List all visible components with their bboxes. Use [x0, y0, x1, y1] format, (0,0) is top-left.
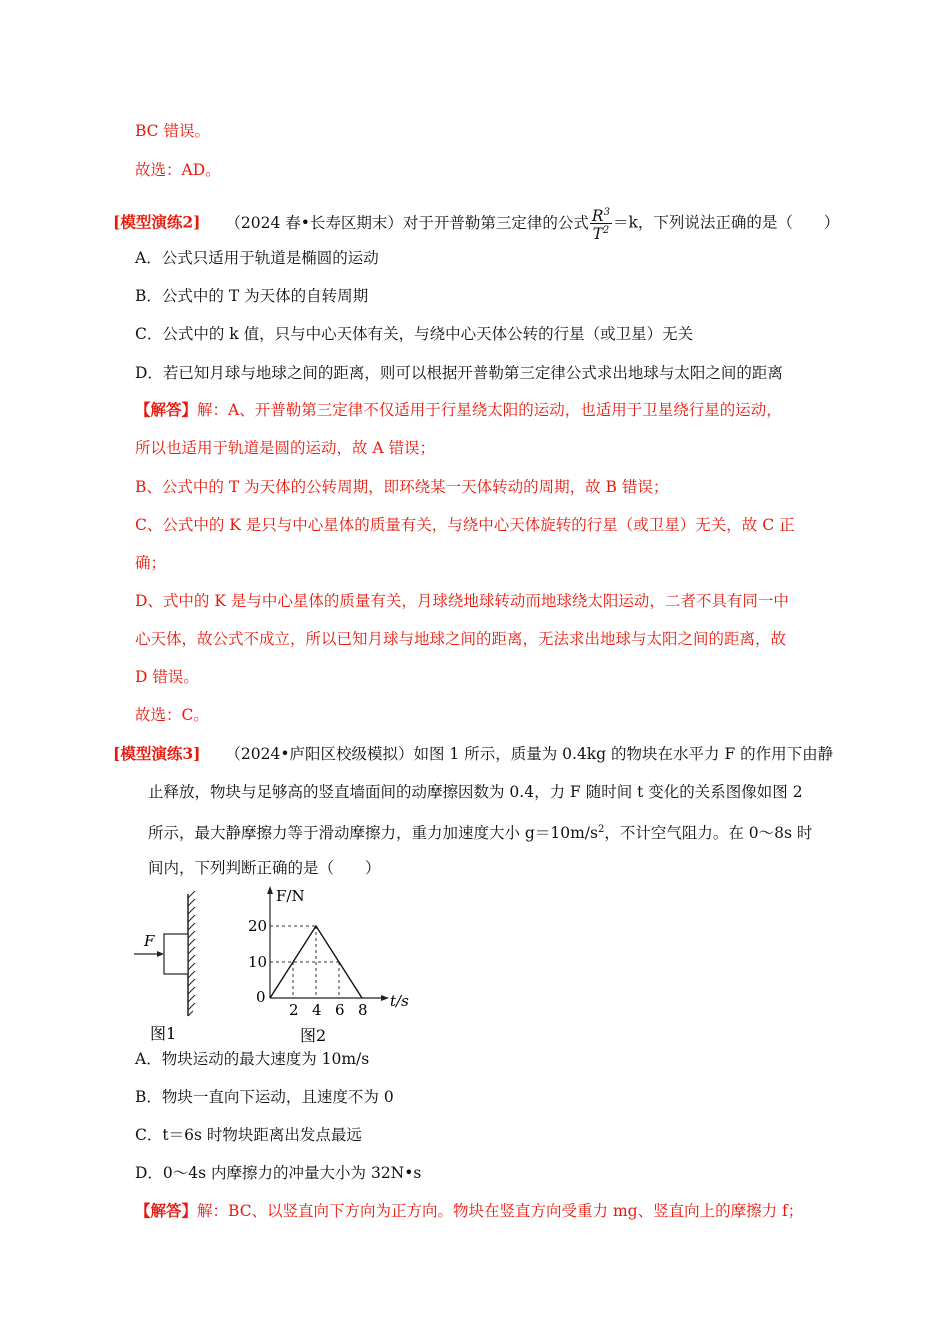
force-arrowhead	[157, 951, 164, 957]
fig2-caption: 图2	[300, 1026, 327, 1045]
x-axis-arrow	[381, 995, 389, 1001]
q2-answer-line-4: C、公式中的 K 是只与中心星体的质量有关，与绕中心天体旋转的行星（或卫星）无关，故 C 正	[135, 516, 795, 534]
wall-hatching	[188, 891, 195, 1016]
q3-stem-line-1: [模型演练3] （2024•庐阳区校级模拟）如图 1 所示，质量为 0.4kg 的物块在水平力 F 的作用下由静	[113, 744, 834, 763]
q3-stem-line-3: 所示，最大静摩擦力等于滑动摩擦力，重力加速度大小 $g=10m/s^2$，不计空气阻力。在 0～8s 时	[148, 824, 813, 843]
q3-option-a: A．物块运动的最大速度为 10m/s	[135, 1050, 370, 1068]
q3-stem-line-4: 间内，下列判断正确的是（ ）	[148, 859, 381, 877]
x-axis-label: t/s	[390, 992, 409, 1010]
x-tick-label-2: 2	[289, 1001, 299, 1019]
origin-label: 0	[256, 988, 266, 1006]
q2-stem-part2: ＝k，下列说法正确的是（ ）	[612, 213, 840, 232]
q3-answer-tag: 【解答】	[135, 1201, 198, 1220]
q2-stem	[113, 206, 840, 244]
q2-option-d: D．若已知月球与地球之间的距离，则可以根据开普勒第三定律公式求出地球与太阳之间的距离	[135, 364, 783, 382]
x-tick-label-4: 4	[312, 1001, 322, 1019]
q2-answer-line-8: D 错误。	[135, 668, 199, 686]
q2-tag: [模型演练2]	[113, 212, 201, 232]
q2-choice: 故选：C。	[135, 706, 209, 724]
figure-2-chart	[238, 880, 428, 1050]
force-label: F	[144, 932, 155, 950]
x-tick-label-6: 6	[335, 1001, 345, 1019]
q2-option-a: A．公式只适用于轨道是椭圆的运动	[135, 249, 379, 267]
y-tick-label-10: 10	[248, 953, 268, 971]
q2-answer-line-1: 【解答】解：A、开普勒第三定律不仅适用于行星绕太阳的运动，也适用于卫星绕行星的运动，	[135, 400, 782, 419]
block	[164, 934, 188, 974]
q3-option-c: C．t＝6s 时物块距离出发点最远	[135, 1126, 362, 1144]
prev-answer-choice: 故选：AD。	[135, 161, 221, 179]
figure-1	[128, 888, 208, 1048]
q3-answer-line-1: 【解答】解：BC、以竖直向下方向为正方向。物块在竖直方向受重力 mg、竖直向上的摩擦力 f；	[135, 1201, 804, 1220]
q2-answer-line-3: B、公式中的 T 为天体的公转周期，即环绕某一天体转动的周期，故 B 错误；	[135, 478, 669, 496]
q3-tag: [模型演练3]	[113, 744, 201, 763]
q2-option-b: B．公式中的 T 为天体的自转周期	[135, 287, 369, 305]
kepler-formula: $\frac{R^3}{T^2}$	[591, 207, 610, 244]
q2-answer-line-5: 确；	[135, 554, 167, 572]
q2-answer-tag: 【解答】	[135, 400, 198, 419]
y-tick-label-20: 20	[248, 917, 268, 935]
q2-answer-line-2: 所以也适用于轨道是圆的运动，故 A 错误；	[135, 439, 436, 457]
x-tick-label-8: 8	[358, 1001, 368, 1019]
y-axis-label: F/N	[276, 887, 305, 905]
q3-option-b: B．物块一直向下运动，且速度不为 0	[135, 1088, 394, 1106]
q2-stem-part1: （2024 春•长寿区期末）对于开普勒第三定律的公式	[225, 213, 589, 232]
fig1-caption: 图1	[150, 1024, 177, 1043]
q3-option-d: D．0～4s 内摩擦力的冲量大小为 32N•s	[135, 1164, 422, 1182]
y-axis-arrow	[267, 886, 273, 894]
q2-option-c: C．公式中的 k 值，只与中心天体有关，与绕中心天体公转的行星（或卫星）无关	[135, 325, 694, 343]
q2-answer-line-6: D、式中的 K 是与中心星体的质量有关，月球绕地球转动而地球绕太阳运动，二者不具有同一中	[135, 592, 789, 610]
q3-stem-line-2: 止释放，物块与足够高的竖直墙面间的动摩擦因数为 0.4，力 F 随时间 t 变化的关系图像如图 2	[148, 783, 803, 801]
q2-answer-line-7: 心天体，故公式不成立，所以已知月球与地球之间的距离，无法求出地球与太阳之间的距离，故	[135, 630, 787, 648]
prev-answer-line: BC 错误。	[135, 122, 210, 140]
